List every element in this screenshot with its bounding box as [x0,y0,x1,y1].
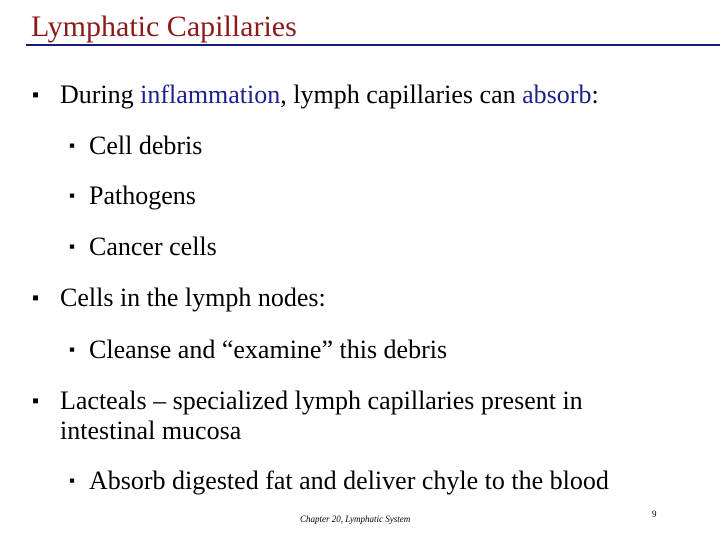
square-bullet-icon: ▪ [69,136,76,155]
sub-bullet-text: Pathogens [89,181,196,210]
title-underline [26,44,720,46]
square-bullet-icon: ▪ [32,390,40,412]
bullet-text: Cells in the lymph nodes: [60,283,326,312]
page-number: 9 [652,509,657,519]
bullet-text [60,80,599,110]
bullet-text-part: : [591,80,599,109]
square-bullet-icon: ▪ [69,471,76,490]
bullet-text-part: , lymph capillaries can [280,80,523,109]
sub-bullet-text: Cancer cells [89,232,217,261]
sub-bullet-text: Absorb digested fat and deliver chyle to the blood [89,466,609,495]
square-bullet-icon: ▪ [32,287,40,309]
sub-bullet-text: Cleanse and “examine” this debris [89,335,448,364]
footer-chapter: Chapter 20, Lymphatic System [300,514,411,524]
bullet-text-part: During [60,80,141,109]
slide-title: Lymphatic Capillaries [31,10,297,43]
square-bullet-icon: ▪ [32,84,40,106]
highlight-inflammation: inflammation [140,80,281,109]
sub-bullet-text: Cell debris [89,131,203,160]
bullet-text-line-1: Lacteals – specialized lymph capillaries present in [60,386,583,415]
square-bullet-icon: ▪ [69,340,76,359]
highlight-absorb: absorb [522,80,592,109]
square-bullet-icon: ▪ [69,237,76,256]
bullet-text-line-2: intestinal mucosa [60,416,242,445]
square-bullet-icon: ▪ [69,186,76,205]
